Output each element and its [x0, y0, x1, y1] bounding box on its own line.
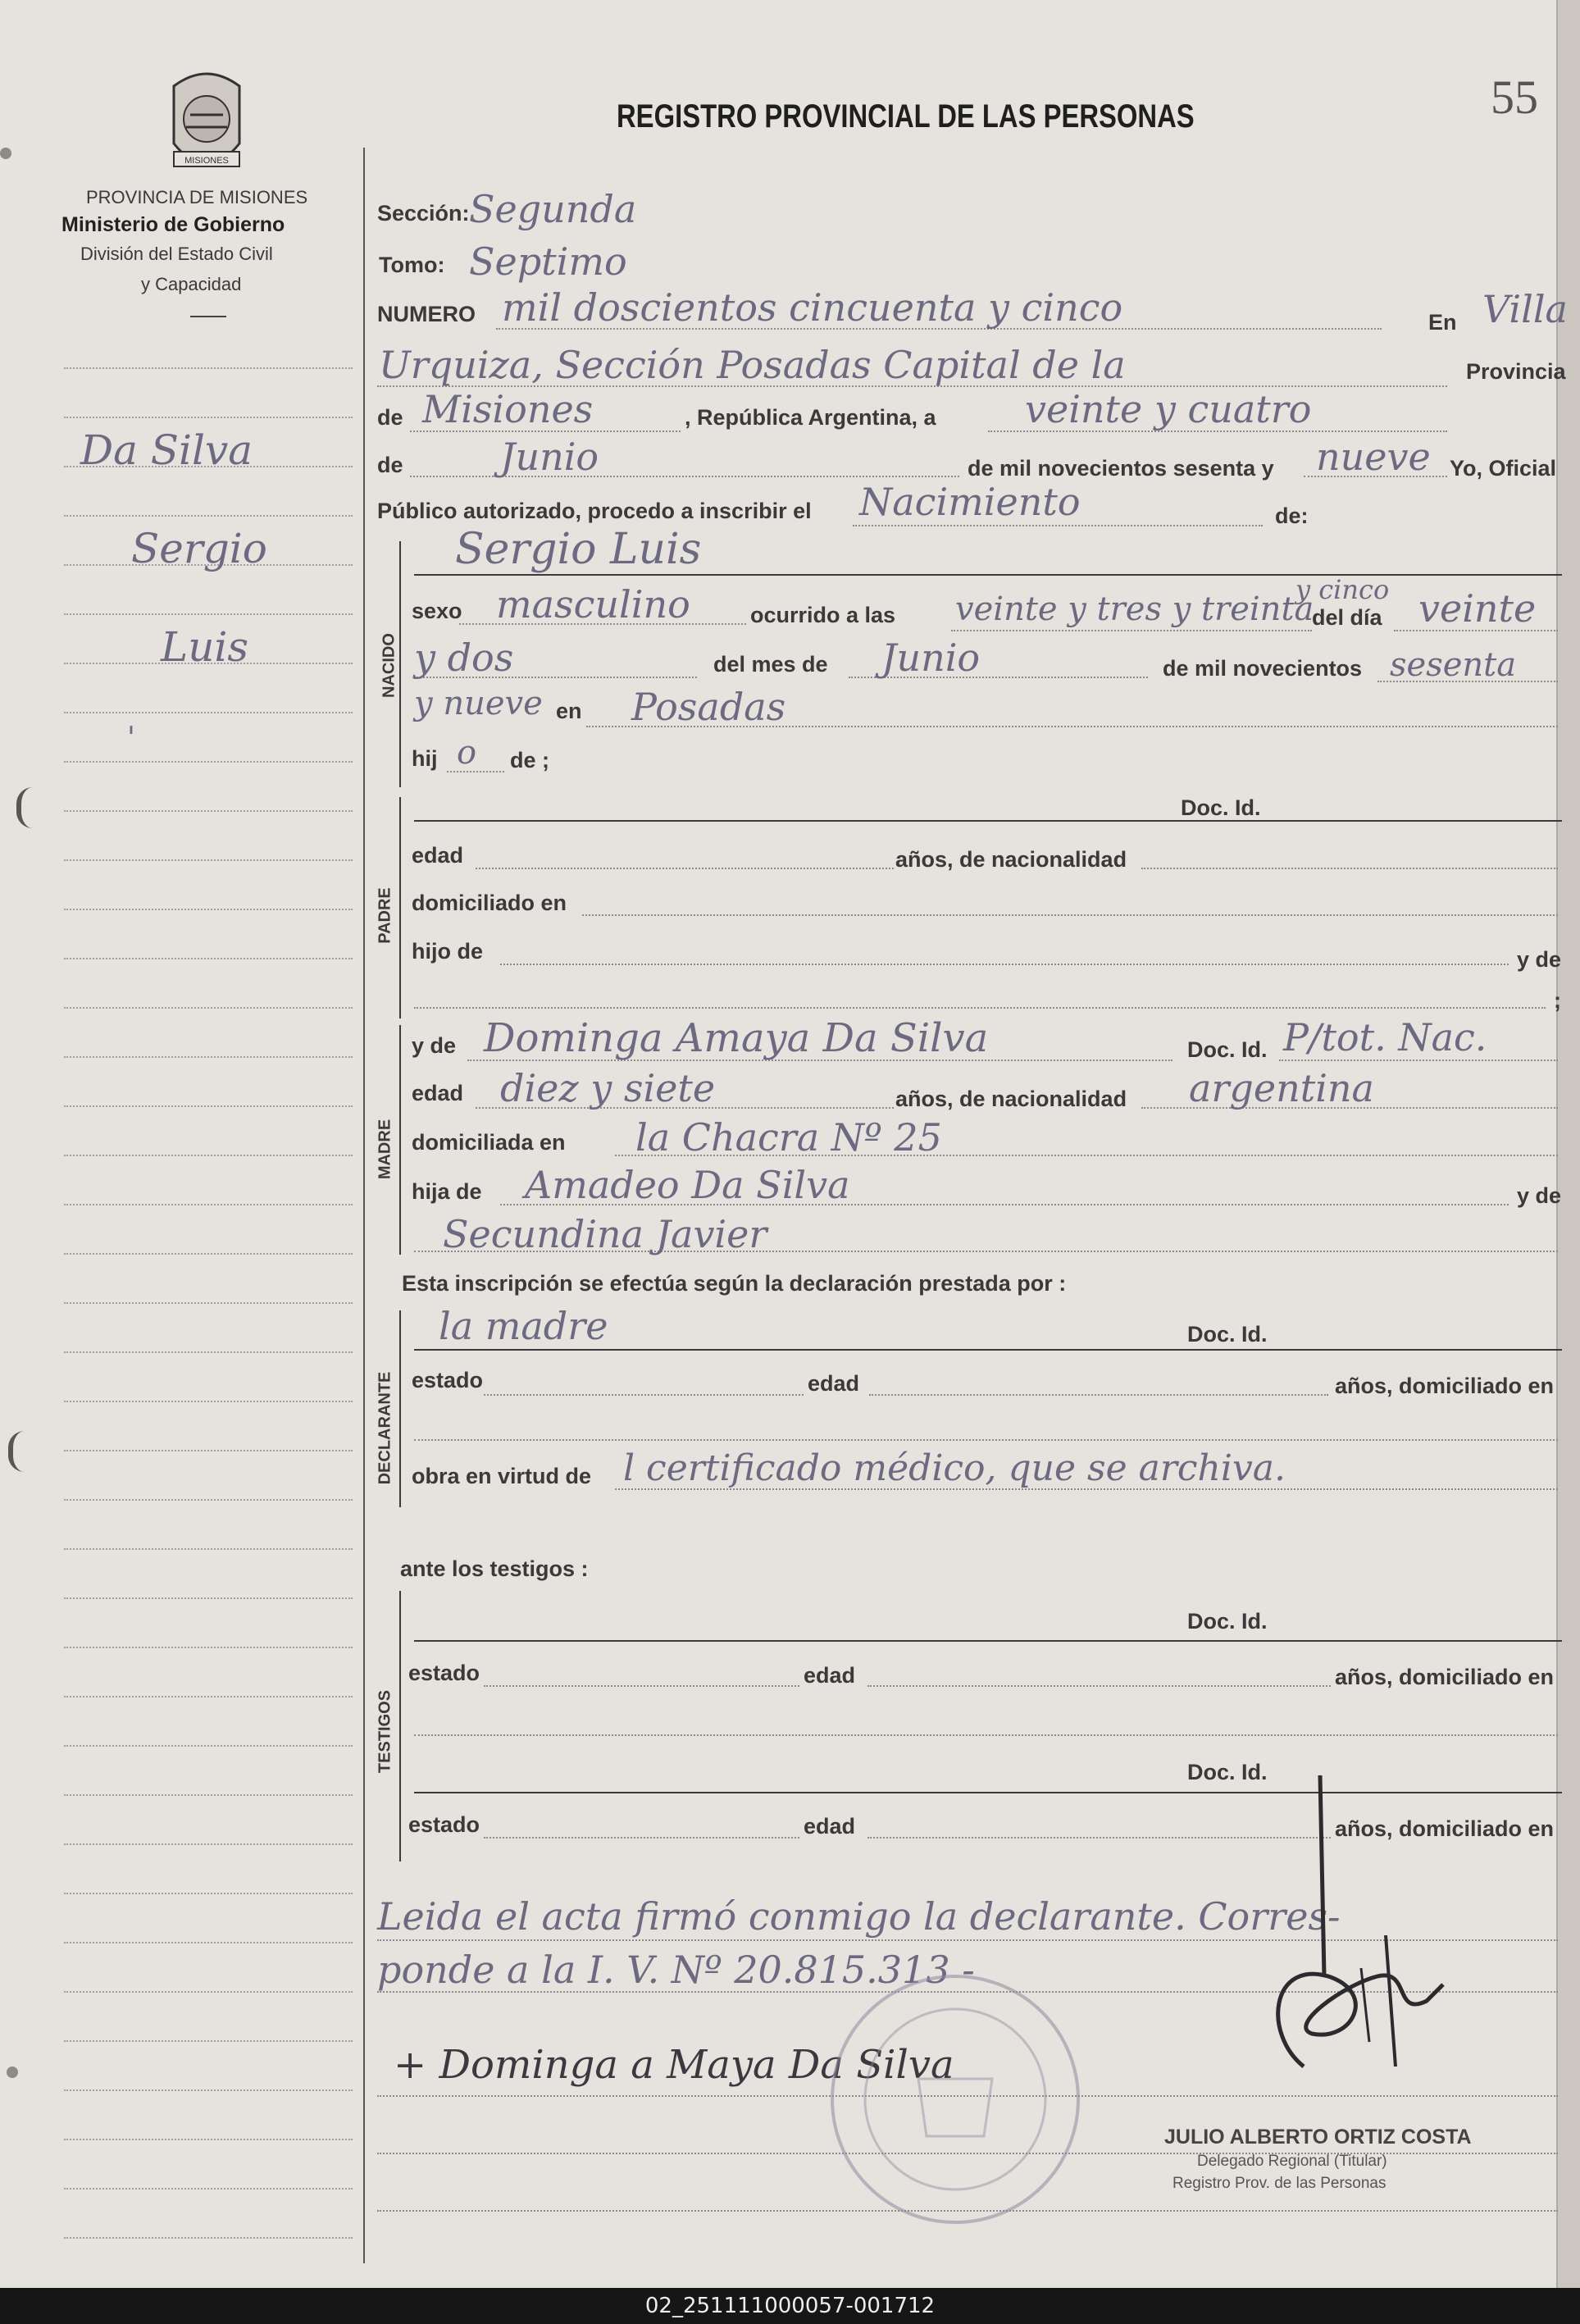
official-stamp-icon — [820, 1964, 1091, 2235]
nacido-label: NACIDO — [380, 633, 398, 698]
margin-ruling — [64, 1302, 353, 1304]
mes-value: Junio — [500, 435, 599, 479]
inscripcion-label: Esta inscripción se efectúa según la declaración prestada por : — [402, 1271, 1067, 1296]
padre-label: PADRE — [376, 887, 394, 944]
madre-dom-value: la Chacra Nº 25 — [635, 1115, 942, 1160]
madre-yde2-label: y de — [1517, 1183, 1562, 1208]
testigo1-estado-label: estado — [408, 1661, 480, 1685]
margin-ruling — [64, 1991, 353, 1993]
margin-ruling — [64, 515, 353, 517]
margin-ruling — [64, 1105, 353, 1107]
de-label-2: de — [377, 453, 403, 477]
tomo-label: Tomo: — [379, 253, 445, 277]
margin-ruling — [64, 1794, 353, 1796]
margin-ruling — [64, 367, 353, 369]
margin-ruling — [64, 712, 353, 713]
margin-ruling — [64, 2188, 353, 2190]
margin-ruling — [64, 417, 353, 418]
lugar-nac-value: Posadas — [631, 685, 786, 729]
nombre-value: Sergio Luis — [455, 525, 702, 574]
del-dia-label: del día — [1312, 605, 1382, 630]
margin-name1: Sergio — [131, 525, 267, 572]
padre-anos-label: años, de nacionalidad — [895, 847, 1127, 872]
margin-ruling — [64, 1401, 353, 1402]
staple-mark — [8, 1431, 46, 1472]
nota-line-2: ponde a la I. V. Nº 20.815.313 - — [377, 1948, 975, 1992]
margin-ruling — [64, 1204, 353, 1205]
margin-ruling — [64, 1450, 353, 1451]
hora-extra-value: y cinco — [1295, 574, 1390, 605]
margin-ruling — [64, 2139, 353, 2140]
ocurrido-label: ocurrido a las — [750, 603, 896, 627]
declarante-edad-label: edad — [808, 1371, 860, 1396]
margin-ruling — [64, 1597, 353, 1599]
provincial-seal-icon — [157, 62, 256, 185]
margin-ruling — [64, 2089, 353, 2091]
mes-nac-value: Junio — [881, 636, 981, 680]
division-label: División del Estado Civil — [80, 244, 273, 264]
padre-doc-label: Doc. Id. — [1181, 795, 1261, 820]
divider — [190, 316, 226, 317]
margin-surname: Da Silva — [80, 426, 253, 474]
margin-ruling — [64, 1647, 353, 1648]
margin-ruling — [64, 1696, 353, 1697]
margin-tick: ' — [127, 722, 135, 755]
margin-ruling — [64, 958, 353, 959]
hij-label: hij — [412, 746, 438, 771]
seccion-value: Segunda — [469, 187, 637, 231]
madre-hija-label: hija de — [412, 1179, 482, 1204]
margin-ruling — [64, 1155, 353, 1156]
margin-ruling — [64, 1745, 353, 1747]
margin-ruling — [64, 1351, 353, 1353]
republica-label: , República Argentina, a — [685, 405, 936, 430]
testigos-label: TESTIGOS — [376, 1689, 394, 1774]
division-label-2: y Capacidad — [141, 274, 242, 294]
margin-ruling — [64, 1007, 353, 1009]
provincia-label: Provincia — [1466, 359, 1566, 384]
officer-signature-icon — [1164, 1771, 1459, 2108]
madre-edad-label: edad — [412, 1081, 464, 1105]
testigo2-doc-label: Doc. Id. — [1187, 1760, 1268, 1784]
declarante-value: la madre — [439, 1304, 608, 1348]
dia2-value: y dos — [414, 636, 514, 680]
madre-doc-value: P/tot. Nac. — [1283, 1015, 1487, 1059]
page-number: 55 — [1491, 71, 1538, 124]
obra-label: obra en virtud de — [412, 1464, 592, 1488]
numero-value: mil doscientos cincuenta y cinco — [502, 285, 1123, 330]
margin-border — [363, 148, 365, 2263]
document-title: REGISTRO PROVINCIAL DE LAS PERSONAS — [617, 98, 1195, 134]
testigos-ante-label: ante los testigos : — [400, 1556, 589, 1581]
page-edge — [1556, 0, 1580, 2288]
madre-padre-value: Amadeo Da Silva — [525, 1163, 850, 1207]
padre-dom-label: domiciliado en — [412, 891, 567, 915]
de-semi-label: de ; — [510, 748, 550, 772]
testigo1-anos-label: años, domiciliado en — [1335, 1665, 1555, 1689]
provincia-value: Misiones — [422, 387, 594, 431]
madre-edad-value: diez y siete — [500, 1066, 716, 1110]
declarante-label: DECLARANTE — [376, 1371, 394, 1485]
madre-nombre-value: Dominga Amaya Da Silva — [484, 1015, 989, 1061]
margin-ruling — [64, 909, 353, 910]
dia-value: veinte — [1418, 586, 1537, 631]
margin-ruling — [64, 1056, 353, 1058]
province-label: PROVINCIA DE MISIONES — [86, 187, 308, 207]
padre-edad-label: edad — [412, 843, 464, 868]
declarante-anos-label: años, domiciliado en — [1335, 1374, 1555, 1398]
madre-dom-label: domiciliada en — [412, 1130, 566, 1155]
madre-yde-label: y de — [412, 1033, 457, 1058]
testigo2-anos-label: años, domiciliado en — [1335, 1816, 1555, 1841]
margin-ruling — [64, 2237, 353, 2239]
margin-name2: Luis — [161, 623, 249, 671]
svg-text:MISIONES: MISIONES — [184, 156, 229, 166]
padre-hijo-label: hijo de — [412, 939, 483, 964]
madre-nac-value: argentina — [1189, 1066, 1374, 1110]
acto-value: Nacimiento — [859, 480, 1081, 524]
officer-name: JULIO ALBERTO ORTIZ COSTA — [1164, 2126, 1472, 2149]
declarante-estado-label: estado — [412, 1368, 484, 1392]
margin-ruling — [64, 810, 353, 812]
de-colon-label: de: — [1275, 504, 1309, 528]
numero-label: NUMERO — [377, 302, 476, 326]
testigo2-edad-label: edad — [804, 1814, 856, 1839]
margin-ruling — [64, 2040, 353, 2042]
margin-ruling — [64, 1893, 353, 1894]
margin-ruling — [64, 761, 353, 763]
tomo-value: Septimo — [469, 239, 627, 284]
declarante-doc-label: Doc. Id. — [1187, 1322, 1268, 1347]
madre-anos-label: años, de nacionalidad — [895, 1087, 1127, 1111]
publico-label: Público autorizado, procedo a inscribir el — [377, 499, 812, 523]
anio-value: nueve — [1316, 435, 1431, 479]
margin-ruling — [64, 859, 353, 861]
padre-semicolon: ; — [1554, 988, 1561, 1013]
margin-ruling — [64, 1499, 353, 1501]
nota-line-1: Leida el acta firmó conmigo la declarante. Corres- — [377, 1894, 1341, 1939]
madre-doc-label: Doc. Id. — [1187, 1037, 1268, 1062]
margin-ruling — [64, 1843, 353, 1845]
margin-ruling — [64, 1548, 353, 1550]
officer-office: Registro Prov. de las Personas — [1172, 2175, 1386, 2192]
en-value: Villa — [1482, 287, 1568, 331]
officer-title: Delegado Regional (Titular) — [1197, 2153, 1387, 2170]
hij-value: o — [457, 734, 477, 772]
seccion-label: Sección: — [377, 201, 470, 226]
testigo1-doc-label: Doc. Id. — [1187, 1609, 1268, 1634]
de-mil-label: de mil novecientos — [1163, 656, 1363, 681]
madre-madre-value: Secundina Javier — [443, 1212, 767, 1256]
anio-nac2-value: y nueve — [414, 685, 543, 722]
margin-ruling — [64, 613, 353, 615]
sexo-label: sexo — [412, 599, 462, 623]
obra-value: l certificado médico, que se archiva. — [623, 1447, 1286, 1489]
testigo1-edad-label: edad — [804, 1663, 856, 1688]
hora-value: veinte y tres y treinta — [955, 590, 1314, 628]
fecha-value: veinte y cuatro — [1025, 387, 1312, 431]
en-nac-label: en — [556, 699, 582, 723]
de-label: de — [377, 405, 403, 430]
en-label: En — [1428, 310, 1457, 335]
del-mes-label: del mes de — [713, 652, 828, 677]
staple-mark — [16, 787, 54, 828]
margin-ruling — [64, 1942, 353, 1944]
ministry-label: Ministerio de Gobierno — [61, 213, 285, 236]
staple-mark — [7, 2067, 18, 2078]
yo-oficial-label: Yo, Oficial — [1450, 456, 1557, 481]
padre-yde-label: y de — [1517, 947, 1562, 972]
image-caption: 02_251111000057-001712 — [0, 2288, 1580, 2324]
testigo2-estado-label: estado — [408, 1812, 480, 1837]
staple-mark — [0, 148, 11, 159]
lugar-value: Urquiza, Sección Posadas Capital de la — [379, 343, 1126, 387]
mother-signature: + Dominga a Maya Da Silva — [394, 2042, 954, 2088]
margin-ruling — [64, 1253, 353, 1255]
sexo-value: masculino — [496, 582, 690, 627]
madre-label: MADRE — [376, 1119, 394, 1180]
mil-sesenta-label: de mil novecientos sesenta y — [968, 456, 1274, 481]
anio-nac-value: sesenta — [1390, 646, 1517, 684]
